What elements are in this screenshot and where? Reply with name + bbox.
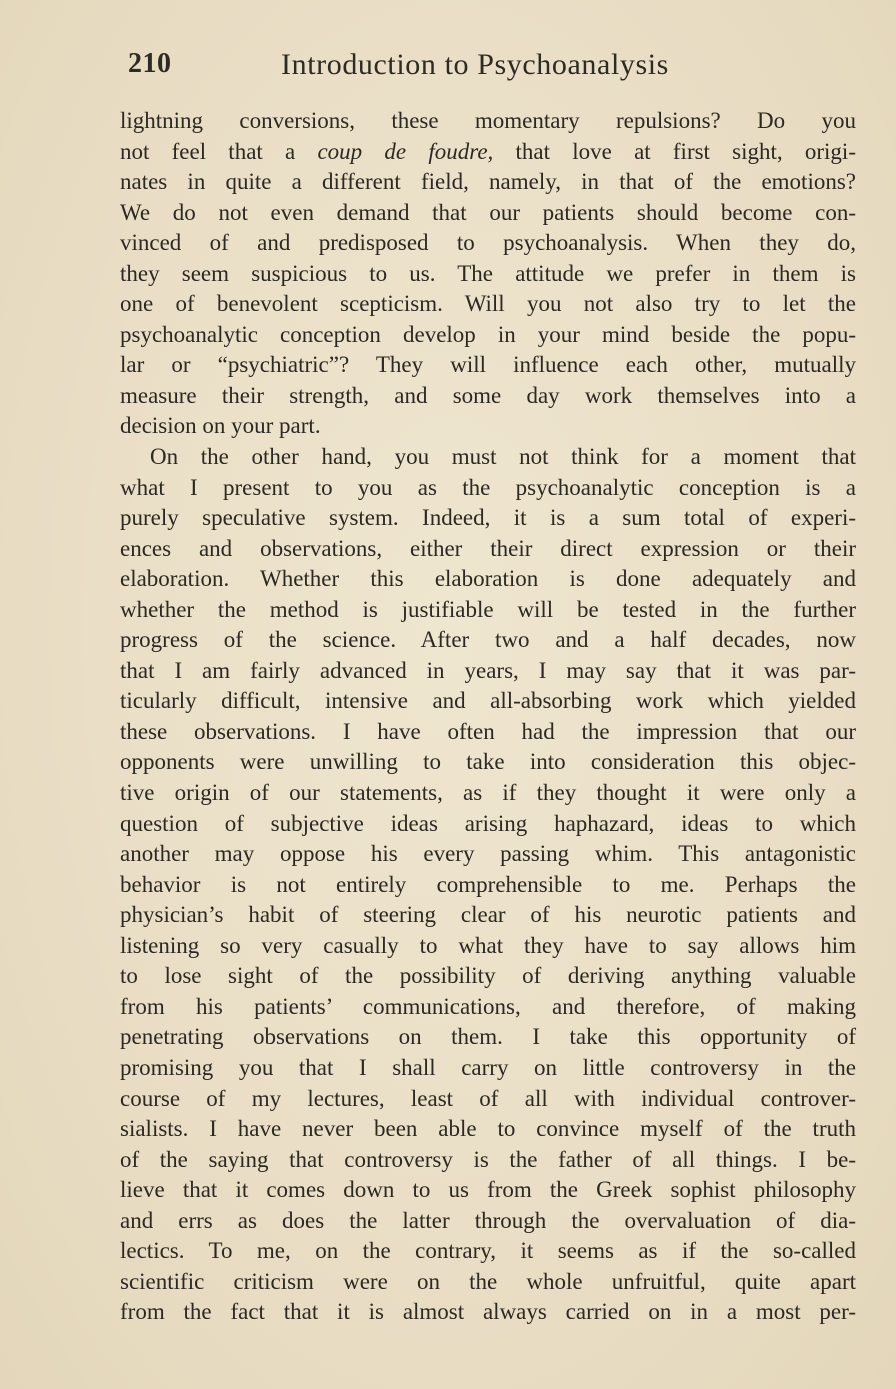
text-line: behavior is not entirely comprehensible to me. Perhaps the xyxy=(120,871,856,897)
text-line: another may oppose his every passing whim. This antagonistic xyxy=(120,841,856,867)
text-line: what I present to you as the psychoanalytic conception is a xyxy=(120,474,856,500)
text-line: lieve that it comes down to us from the Greek sophist philosophy xyxy=(120,1177,856,1203)
text-line: sialists. I have never been able to convince myself of the truth xyxy=(120,1116,856,1142)
text-line: tive origin of our statements, as if they thought it were only a xyxy=(120,780,856,806)
text-line: physician’s habit of steering clear of his neurotic patients and xyxy=(120,902,856,928)
text-line: psychoanalytic conception develop in your mind beside the popu- xyxy=(120,321,856,347)
text-line: lightning conversions, these momentary repulsions? Do you xyxy=(120,108,856,133)
text-line: whether the method is justifiable will be tested in the further xyxy=(120,596,856,622)
italic-phrase: coup de foudre, xyxy=(317,138,494,164)
text-line: and errs as does the latter through the overvaluation of dia- xyxy=(120,1207,856,1233)
text-line: nates in quite a different field, namely, in that of the emotions? xyxy=(120,169,856,195)
text-line: progress of the science. After two and a half decades, now xyxy=(120,627,856,653)
text-line: purely speculative system. Indeed, it is a sum total of experi- xyxy=(120,505,856,531)
text-line: elaboration. Whether this elaboration is done adequately and xyxy=(120,566,856,592)
text-line: they seem suspicious to us. The attitude we prefer in them is xyxy=(120,260,856,286)
text-segment: not feel that a xyxy=(120,138,318,164)
text-line: course of my lectures, least of all with individual controver- xyxy=(120,1085,856,1111)
text-line: lectics. To me, on the contrary, it seems as if the so-called xyxy=(120,1238,856,1264)
text-line: from his patients’ communications, and therefore, of making xyxy=(120,993,856,1019)
text-line: measure their strength, and some day work themselves into a xyxy=(120,382,856,408)
text-line: ences and observations, either their direct expression or their xyxy=(120,535,856,561)
text-line: to lose sight of the possibility of deriving anything valuable xyxy=(120,963,856,989)
page-number: 210 xyxy=(128,48,172,79)
text-line: lar or “psychiatric”? They will influence each other, mutually xyxy=(120,352,856,378)
text-line: from the fact that it is almost always carried on in a most per- xyxy=(120,1299,856,1325)
text-line: question of subjective ideas arising haphazard, ideas to which xyxy=(120,810,856,836)
text-line: We do not even demand that our patients should become con- xyxy=(120,199,856,225)
text-line: listening so very casually to what they have to say allows him xyxy=(120,932,856,958)
text-line: ticularly difficult, intensive and all-absorbing work which yielded xyxy=(120,688,856,714)
text-line: these observations. I have often had the impression that our xyxy=(120,718,856,744)
text-line: vinced of and predisposed to psychoanalysis. When they do, xyxy=(120,230,856,256)
text-line: decision on your part. xyxy=(120,413,321,439)
text-line: one of benevolent scepticism. Will you not also try to let the xyxy=(120,291,856,317)
text-line: scientific criticism were on the whole unfruitful, quite apart xyxy=(120,1268,856,1294)
running-title: Introduction to Psychoanalysis xyxy=(281,48,669,81)
text-segment: that love at first sight, origi- xyxy=(493,138,856,164)
text-line-with-italic xyxy=(120,137,856,168)
text-line: opponents were unwilling to take into consideration this objec- xyxy=(120,749,856,775)
text-line: promising you that I shall carry on little controversy in the xyxy=(120,1054,856,1080)
body-text xyxy=(120,106,856,1328)
text-line: On the other hand, you must not think for a moment that xyxy=(150,444,856,470)
page-header xyxy=(128,48,848,88)
text-line: penetrating observations on them. I take this opportunity of xyxy=(120,1024,856,1050)
text-line: that I am fairly advanced in years, I may say that it was par- xyxy=(120,657,856,683)
text-line: of the saying that controversy is the father of all things. I be- xyxy=(120,1146,856,1172)
